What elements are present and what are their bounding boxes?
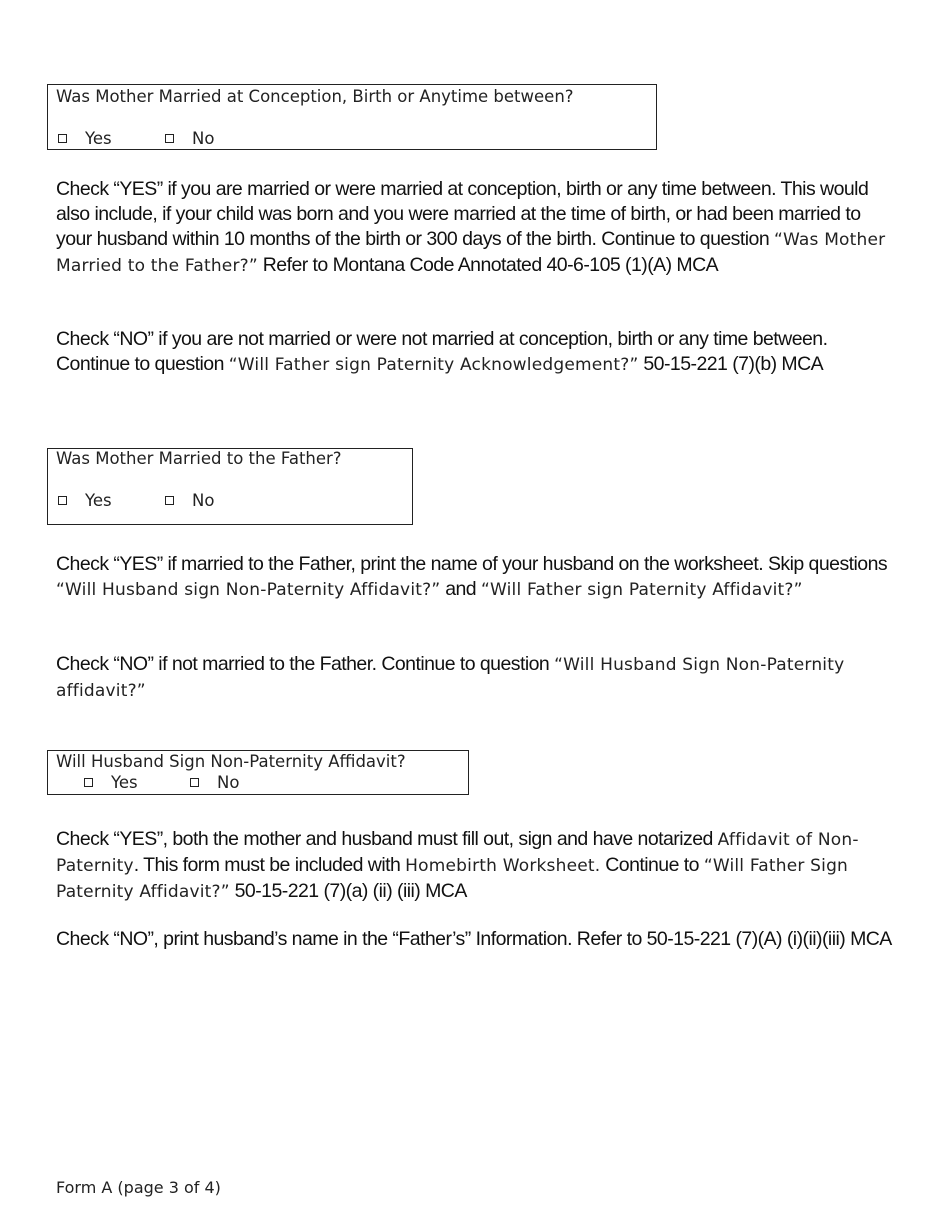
question-box-non-paternity bbox=[47, 750, 469, 795]
no-label: No bbox=[192, 491, 215, 510]
yes-option[interactable] bbox=[58, 491, 112, 510]
instruction-no-father: Check “NO” if not married to the Father. Continue to question “Will Husband Sign Non-Paternity affidavit?” bbox=[56, 653, 845, 701]
yes-checkbox[interactable] bbox=[58, 496, 67, 505]
no-label: No bbox=[217, 773, 240, 792]
yes-checkbox[interactable] bbox=[84, 778, 93, 787]
no-checkbox[interactable] bbox=[165, 496, 174, 505]
question-reference: “Was Mother Married to the Father?” bbox=[56, 230, 886, 276]
question-reference: “Will Husband sign Non-Paternity Affidavit?” bbox=[56, 580, 441, 600]
question-box-married-to-father bbox=[47, 448, 413, 525]
no-option[interactable] bbox=[190, 773, 239, 792]
question-reference: “Will Father sign Paternity Acknowledgement?” bbox=[228, 355, 639, 375]
question-title: Will Husband Sign Non-Paternity Affidavit? bbox=[56, 752, 406, 771]
no-option[interactable] bbox=[165, 129, 214, 148]
no-label: No bbox=[192, 129, 215, 148]
question-title: Was Mother Married to the Father? bbox=[56, 449, 342, 468]
yes-option[interactable] bbox=[84, 773, 138, 792]
instruction-no-non-paternity: Check “NO”, print husband’s name in the “Father’s” Information. Refer to 50-15-221 (7)(A) (i)(ii)(iii) MCA bbox=[56, 928, 892, 950]
form-reference: Homebirth Worksheet. bbox=[405, 856, 601, 876]
yes-checkbox[interactable] bbox=[58, 134, 67, 143]
instruction-no-married: Check “NO” if you are not married or were not married at conception, birth or any time between. Continue to question “Will Father sign Paternity Acknowledgement?” 50-15-221 (7)(b) MCA bbox=[56, 328, 828, 375]
yes-label: Yes bbox=[85, 491, 112, 510]
instruction-yes-married: Check “YES” if you are married or were married at conception, birth or any time between. This would also include, if your child was born and you were married at the time of birth, or had been married to your husband within 10 months of the birth or 300 days of the birth. Continue to question “Was Mother Married to the Father?” Refer to Montana Code Annotated 40-6-105 (1)(A) MCA bbox=[56, 178, 886, 276]
no-checkbox[interactable] bbox=[190, 778, 199, 787]
yes-label: Yes bbox=[111, 773, 138, 792]
page-footer: Form A (page 3 of 4) bbox=[56, 1178, 221, 1197]
instruction-yes-father: Check “YES” if married to the Father, print the name of your husband on the worksheet. Skip questions “Will Husband sign Non-Paternity Affidavit?” and “Will Father sign Paternity Affidavit?” bbox=[56, 553, 888, 600]
question-reference: “Will Father Sign Paternity Affidavit?” bbox=[56, 856, 849, 902]
yes-label: Yes bbox=[85, 129, 112, 148]
no-option[interactable] bbox=[165, 491, 214, 510]
form-reference: Affidavit of Non-Paternity bbox=[56, 830, 859, 876]
no-checkbox[interactable] bbox=[165, 134, 174, 143]
question-box-married-at-conception bbox=[47, 84, 657, 150]
question-title: Was Mother Married at Conception, Birth or Anytime between? bbox=[56, 87, 574, 106]
yes-option[interactable] bbox=[58, 129, 112, 148]
question-reference: “Will Husband Sign Non-Paternity affidavit?” bbox=[56, 655, 845, 701]
instruction-yes-non-paternity: Check “YES”, both the mother and husband must fill out, sign and have notarized Affidavit of Non-Paternity. This form must be included with Homebirth Worksheet. Continue to “Will Father Sign Paternity Affidavit?” 50-15-221 (7)(a) (ii) (iii) MCA bbox=[56, 828, 859, 902]
question-reference: “Will Father sign Paternity Affidavit?” bbox=[480, 580, 803, 600]
